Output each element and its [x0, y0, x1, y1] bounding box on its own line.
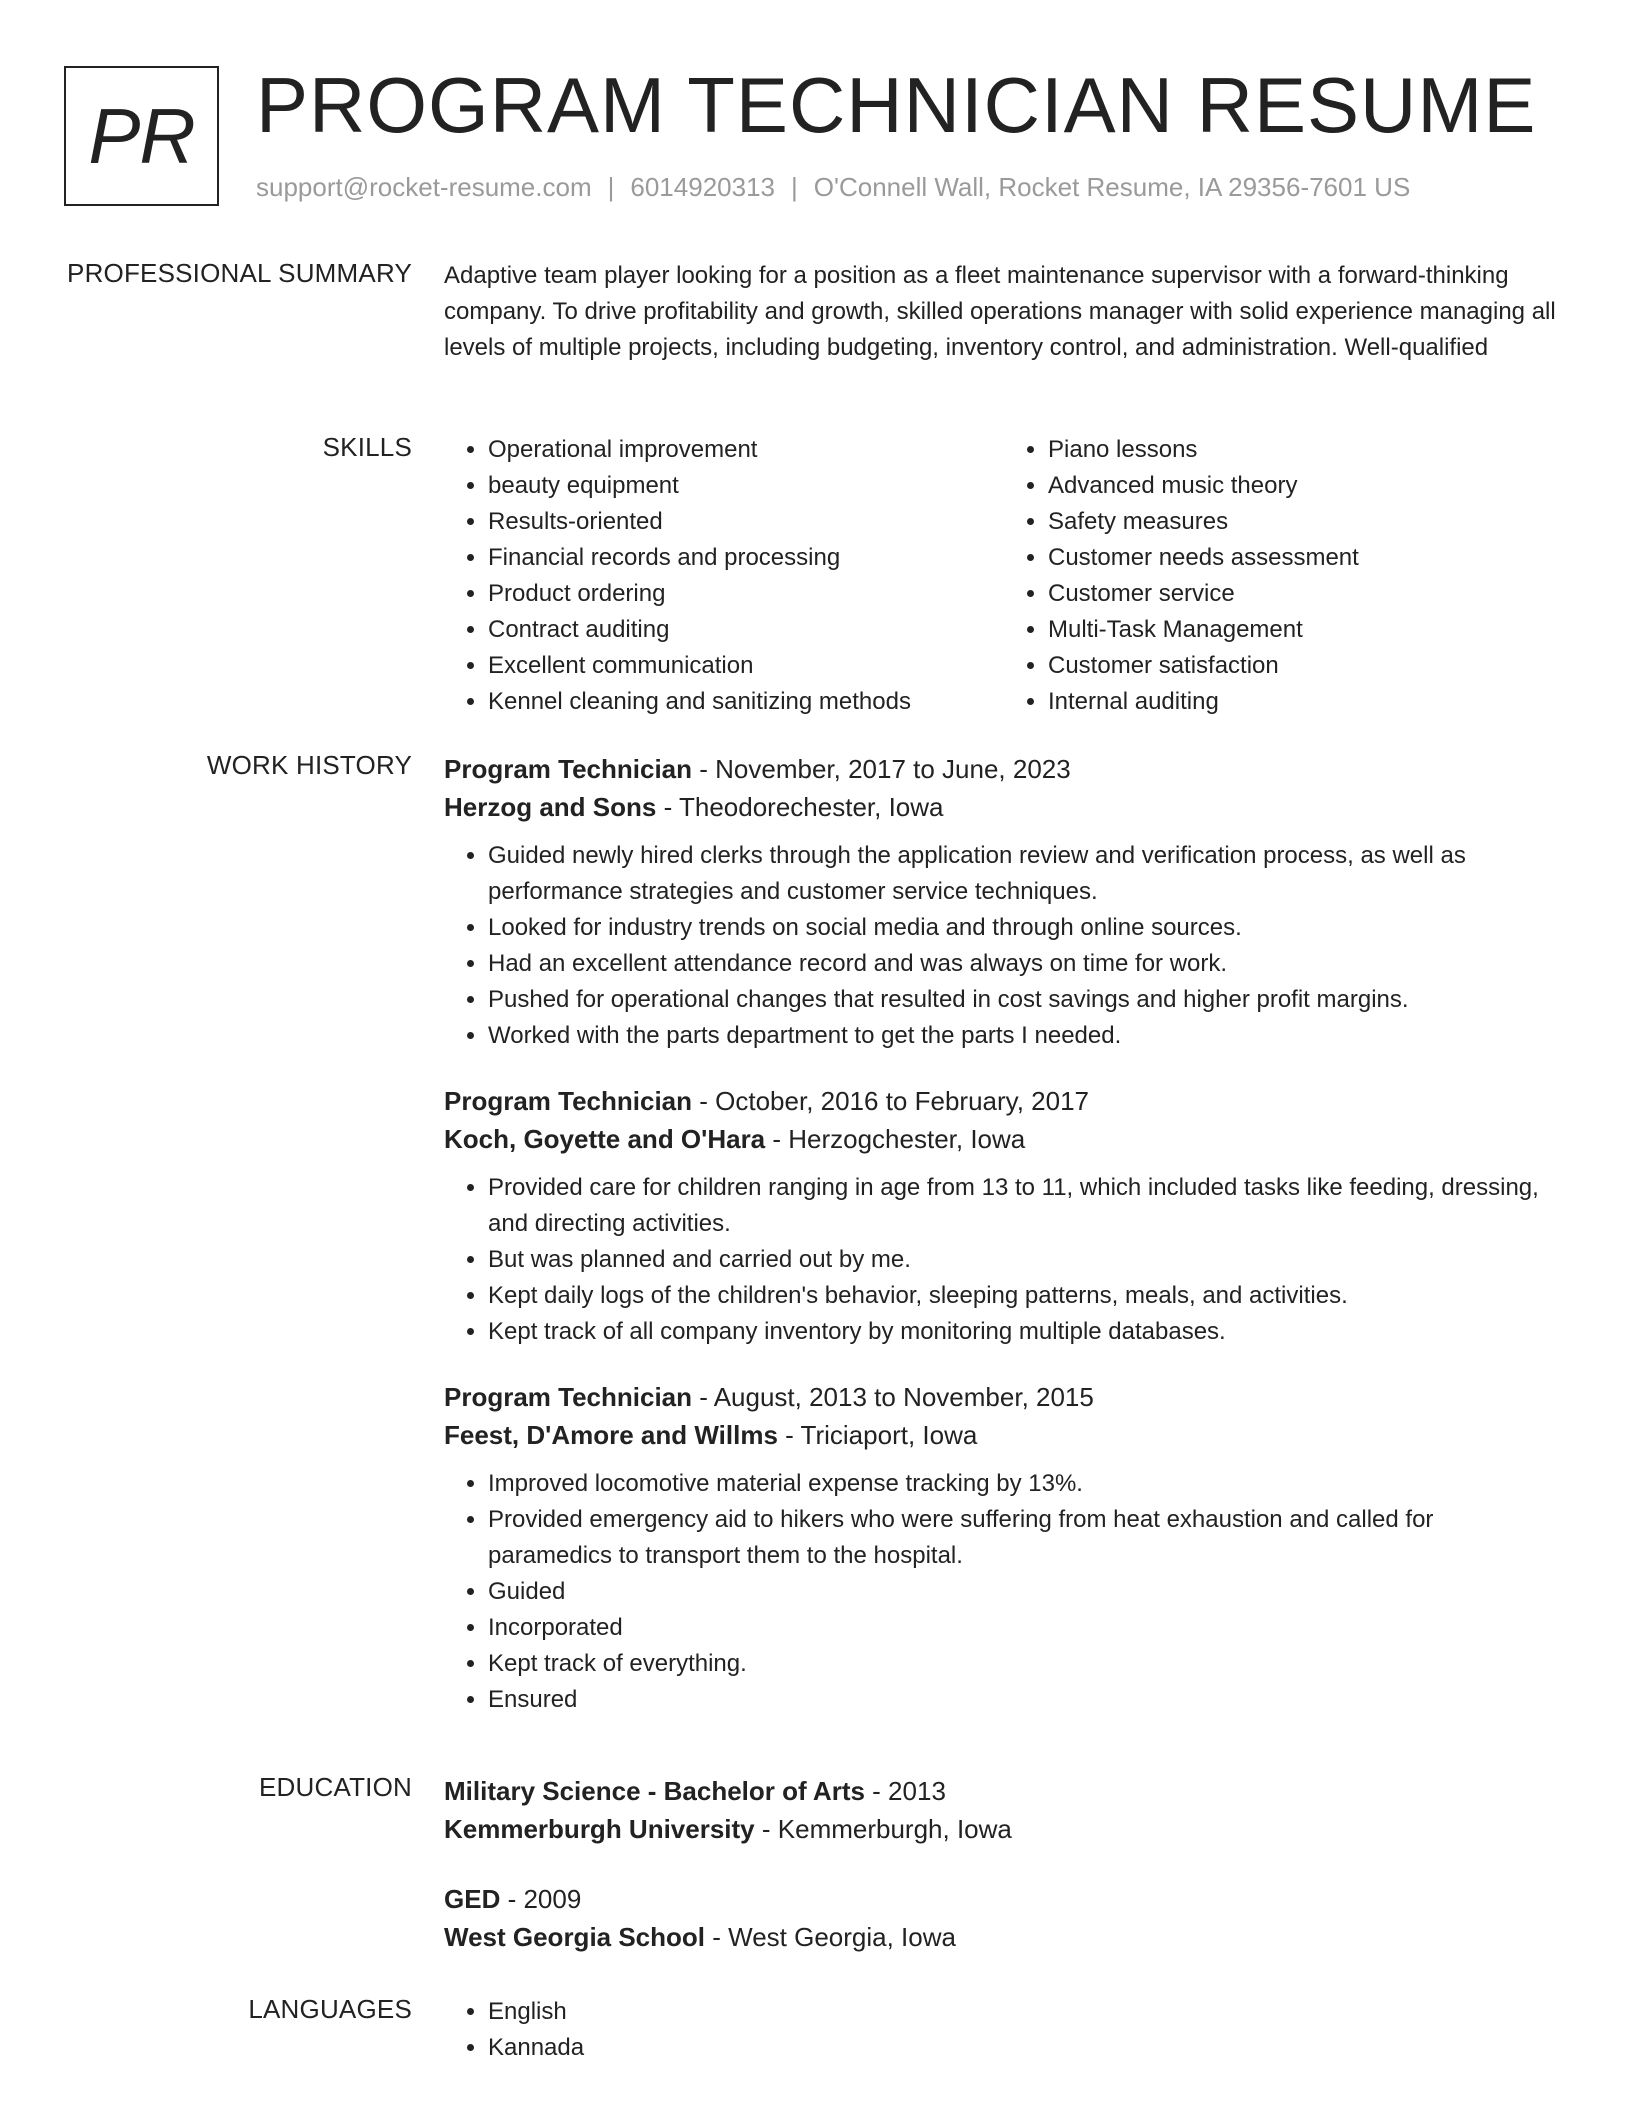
school-name: Kemmerburgh University	[444, 1814, 755, 1844]
job-duty: • Provided emergency aid to hikers who were suffering from heat exhaustion and called for paramedics to transport them to the hospital.	[488, 1502, 1564, 1574]
job-duty: • Guided	[488, 1574, 1564, 1610]
job-entry	[444, 1082, 1564, 1350]
job-dates: - November, 2017 to June, 2023	[692, 754, 1071, 784]
job-entry	[444, 1378, 1564, 1718]
education-entry	[444, 1880, 1564, 1956]
education-list	[444, 1772, 1564, 1988]
job-company-line	[444, 1120, 1564, 1158]
job-dates: - October, 2016 to February, 2017	[692, 1086, 1090, 1116]
skill-item: • Customer satisfaction	[1048, 648, 1564, 684]
job-duty: • Kept daily logs of the children's behavior, sleeping patterns, meals, and activities.	[488, 1278, 1564, 1314]
job-company-line	[444, 788, 1564, 826]
monogram-logo: PR	[64, 66, 219, 206]
summary-body	[444, 258, 1564, 366]
contact-email: support@rocket-resume.com	[256, 172, 592, 202]
skill-item: • Customer service	[1048, 576, 1564, 612]
job-duty: • Pushed for operational changes that resulted in cost savings and higher profit margins.	[488, 982, 1564, 1018]
contact-address: O'Connell Wall, Rocket Resume, IA 29356-7601 US	[813, 172, 1411, 202]
skill-item: • Results-oriented	[488, 504, 1004, 540]
job-location: - Theodorechester, Iowa	[656, 792, 944, 822]
skill-item: • Internal auditing	[1048, 684, 1564, 720]
job-company: Herzog and Sons	[444, 792, 657, 822]
skill-item: • Financial records and processing	[488, 540, 1004, 576]
job-location: - Triciaport, Iowa	[777, 1420, 978, 1450]
degree-line	[444, 1880, 1564, 1918]
skill-item: • Advanced music theory	[1048, 468, 1564, 504]
section-label-skills: SKILLS	[322, 432, 412, 462]
contact-separator: |	[791, 172, 798, 202]
school-line	[444, 1810, 1564, 1848]
job-company-line	[444, 1416, 1564, 1454]
resume-header	[64, 61, 1584, 216]
job-duty: • Provided care for children ranging in age from 13 to 11, which included tasks like feeding, dressing, and directing activities.	[488, 1170, 1564, 1242]
section-label-work: WORK HISTORY	[206, 750, 412, 780]
summary-text: Adaptive team player looking for a position as a fleet maintenance supervisor with a forward-thinking company. To drive profitability and growth, skilled operations manager with solid experience managing all levels of multiple projects, including budgeting, inventory control, and administration. Well-qualified	[444, 262, 1556, 361]
contact-separator: |	[607, 172, 615, 202]
skill-item: • Multi-Task Management	[1048, 612, 1564, 648]
skills-list-left	[444, 432, 1004, 720]
job-duty: • Worked with the parts department to get the parts I needed.	[488, 1018, 1564, 1054]
skill-item: • Excellent communication	[488, 648, 1004, 684]
page-title: PROGRAM TECHNICIAN RESUME	[256, 61, 1537, 149]
job-duty: • Had an excellent attendance record and was always on time for work.	[488, 946, 1564, 982]
skill-item: • beauty equipment	[488, 468, 1004, 504]
degree-name: GED	[444, 1884, 501, 1914]
job-duty: • Improved locomotive material expense tracking by 13%.	[488, 1466, 1564, 1502]
job-duty: • Ensured	[488, 1682, 1564, 1718]
skill-item: • Product ordering	[488, 576, 1004, 612]
skills-grid	[444, 432, 1564, 720]
job-duty: • Looked for industry trends on social media and through online sources.	[488, 910, 1564, 946]
skill-item: • Operational improvement	[488, 432, 1004, 468]
job-title: Program Technician	[444, 1382, 693, 1412]
job-title: Program Technician	[444, 1086, 693, 1116]
languages-list	[444, 1994, 1564, 2066]
school-line	[444, 1918, 1564, 1956]
job-title-line	[444, 750, 1564, 788]
degree-year: - 2009	[500, 1884, 582, 1914]
job-company: Koch, Goyette and O'Hara	[444, 1124, 766, 1154]
skill-item: • Customer needs assessment	[1048, 540, 1564, 576]
job-duty: • Kept track of all company inventory by monitoring multiple databases.	[488, 1314, 1564, 1350]
job-title-line	[444, 1082, 1564, 1120]
skill-item: • Safety measures	[1048, 504, 1564, 540]
school-location: - Kemmerburgh, Iowa	[754, 1814, 1012, 1844]
education-entry	[444, 1772, 1564, 1848]
job-duties-list	[444, 1466, 1564, 1718]
work-history-list	[444, 750, 1564, 1746]
skills-list-right	[1004, 432, 1564, 720]
contact-line	[256, 172, 1410, 203]
job-duty: • But was planned and carried out by me.	[488, 1242, 1564, 1278]
job-duties-list	[444, 1170, 1564, 1350]
degree-name: Military Science - Bachelor of Arts	[444, 1776, 865, 1806]
degree-line	[444, 1772, 1564, 1810]
section-label-education: EDUCATION	[259, 1772, 412, 1802]
skill-item: • Kennel cleaning and sanitizing methods	[488, 684, 1004, 720]
job-title-line	[444, 1378, 1564, 1416]
job-company: Feest, D'Amore and Willms	[444, 1420, 778, 1450]
job-duty: • Incorporated	[488, 1610, 1564, 1646]
languages-body	[444, 1994, 1564, 2066]
job-duties-list	[444, 838, 1564, 1054]
school-name: West Georgia School	[444, 1922, 706, 1952]
job-location: - Herzogchester, Iowa	[765, 1124, 1026, 1154]
contact-phone: 6014920313	[630, 172, 775, 202]
school-location: - West Georgia, Iowa	[705, 1922, 956, 1952]
language-item: • English	[488, 1994, 1564, 2030]
job-entry	[444, 750, 1564, 1054]
job-dates: - August, 2013 to November, 2015	[692, 1382, 1094, 1412]
job-title: Program Technician	[444, 754, 693, 784]
job-duty: • Kept track of everything.	[488, 1646, 1564, 1682]
language-item: • Kannada	[488, 2030, 1564, 2066]
degree-year: - 2013	[864, 1776, 946, 1806]
section-label-summary: PROFESSIONAL SUMMARY	[67, 258, 412, 288]
section-label-languages: LANGUAGES	[248, 1994, 412, 2024]
job-duty: • Guided newly hired clerks through the application review and verification process, as well as performance strategies and customer service techniques.	[488, 838, 1564, 910]
skill-item: • Contract auditing	[488, 612, 1004, 648]
skill-item: • Piano lessons	[1048, 432, 1564, 468]
